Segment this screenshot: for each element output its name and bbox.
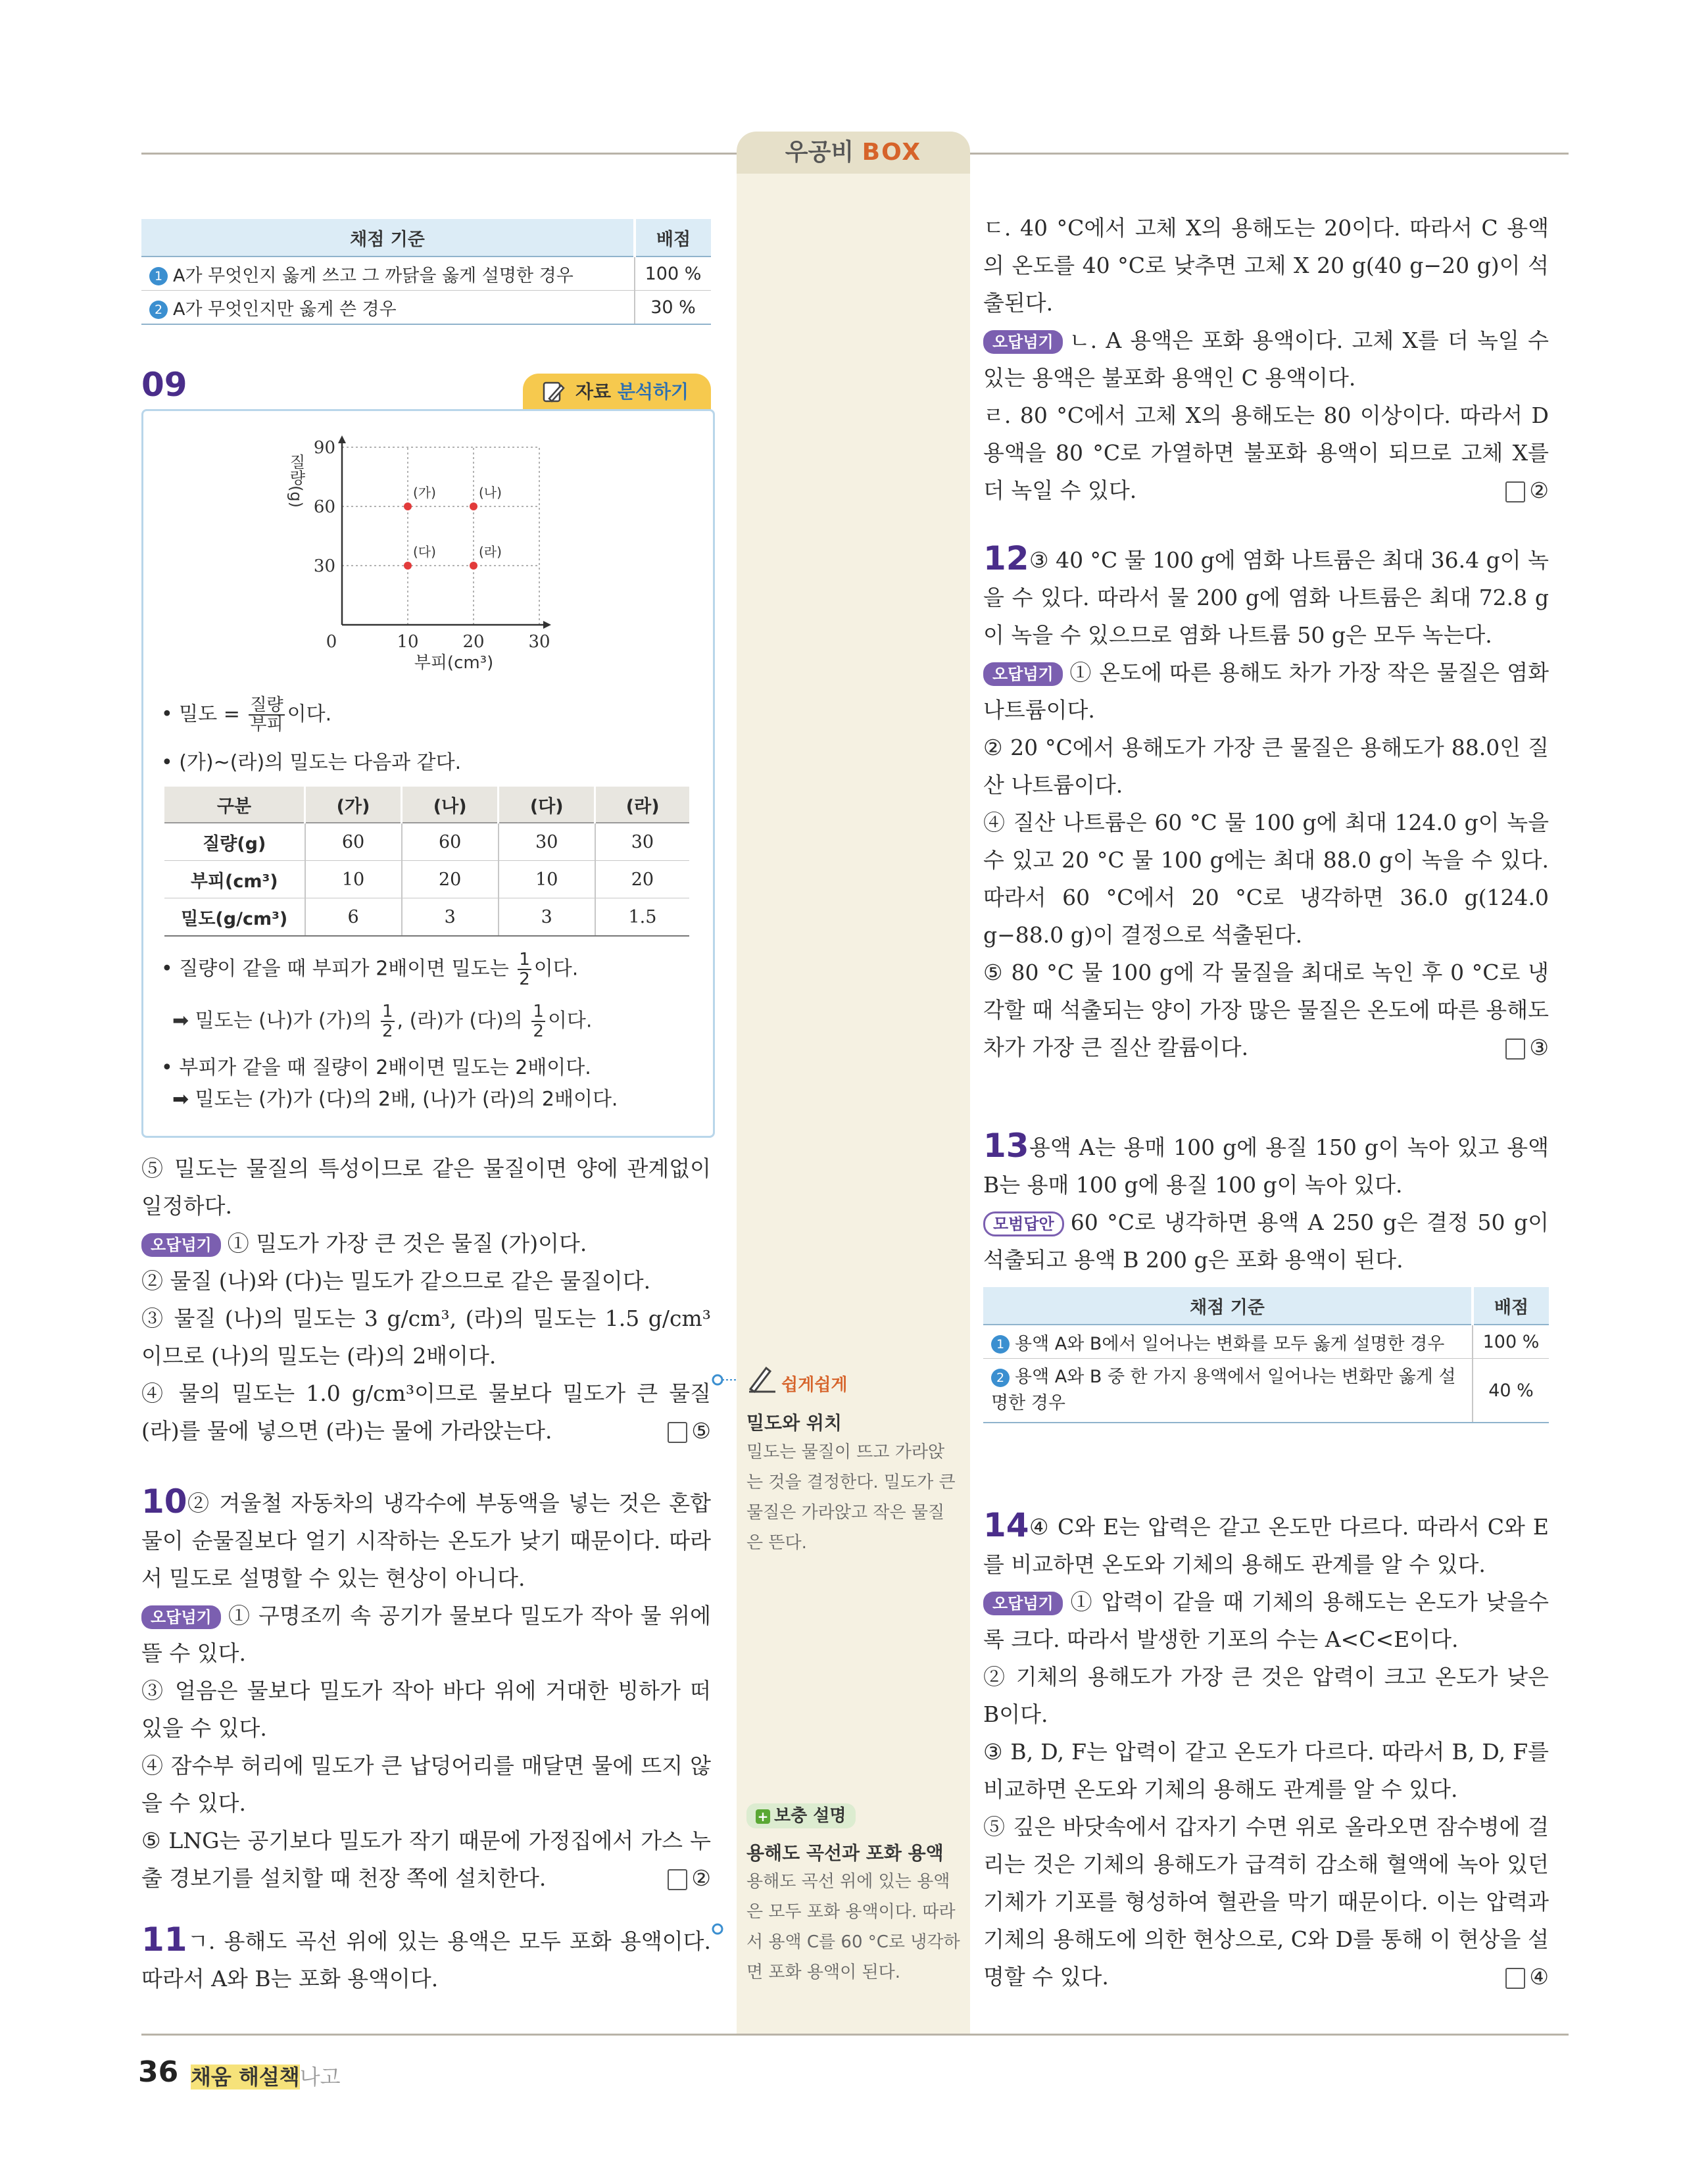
point-label: (다) <box>413 544 436 560</box>
wrong-answer-tag: 오답넘기 <box>983 1592 1063 1615</box>
side-note-text-1: 밀도는 물질이 뜨고 가라앉는 것을 결정한다. 밀도가 큰 물질은 가라앉고 작은 물질은 뜬다. <box>746 1442 956 1553</box>
score-table-1 <box>141 219 711 325</box>
density-header: 구분 <box>164 787 305 823</box>
table-row <box>983 1359 1549 1423</box>
q12-explanation-rest: 오답넘기 ① 온도에 따른 용해도 차가 가장 작은 물질은 염화 나트륨이다. ② 20 °C에서 용해도가 가장 큰 물질은 용해도가 88.0인 질산 나트륨이다. ④ 질산 나트륨은 60 °C 물 100 g에 최대 124.0 g이 녹을 수 있고 20 °C 물 100 g에는 최대 88.0 g이 녹을 수 있다. 따라서 60 °C에서 20 °C로 냉각하면 36.0 g(124.0 g−88.0 g)이 결정으로 석출된다. ⑤ 80 °C 물 100 g에 각 물질을 최대로 녹인 후 0 °C로 냉각할 때 석출되는 양이 가장 많은 물질은 온도에 따른 용해도 차가 가장 큰 질산 칼륨이다. ③ <box>983 654 1549 1066</box>
q11-explanation-right: ㄷ. 40 °C에서 고체 X의 용해도는 20이다. 따라서 C 용액의 온도를 40 °C로 낮추면 고체 X 20 g(40 g−20 g)이 석출된다. 오답넘기 ㄴ. A 용액은 포화 용액이다. 고체 X를 더 녹일 수 있는 용액은 불포화 용액인 C 용액이다. ㄹ. 80 °C에서 고체 X의 용해도는 80 이상이다. 따라서 D 용액을 80 °C로 가열하면 불포화 용액이 되므로 고체 X를 더 녹일 수 있다. ② <box>983 209 1549 509</box>
criterion-text: A가 무엇인지 옳게 쓰고 그 까닭을 옳게 설명한 경우 <box>173 265 573 286</box>
wrong-answer-tag: 오답넘기 <box>141 1605 221 1629</box>
answer-mark: ② <box>1505 472 1549 509</box>
data-point <box>470 562 477 570</box>
y-tick-label: 60 <box>313 497 335 517</box>
wrong-answer-tag: 오답넘기 <box>141 1233 221 1257</box>
density-header: (다) <box>499 787 595 823</box>
y-axis-arrow <box>338 435 346 443</box>
question-number-10: 10 <box>141 1482 187 1521</box>
points-cell: 100 % <box>1473 1325 1549 1359</box>
number-badge: 2 <box>149 301 168 319</box>
criterion-text: 용액 A와 B에서 일어나는 변화를 모두 옳게 설명한 경우 <box>1015 1333 1445 1354</box>
question-number-09: 09 <box>141 366 187 404</box>
y-tick-label: 90 <box>313 438 335 458</box>
volume-same-line: • 부피가 같을 때 질량이 2배이면 밀도는 2배이다. <box>161 1056 591 1079</box>
number-badge: 1 <box>991 1335 1010 1354</box>
q14-explanation-rest: 오답넘기 ① 압력이 같을 때 기체의 용해도는 온도가 낮을수록 크다. 따라서 발생한 기포의 수는 A<C<E이다. ② 기체의 용해도가 가장 큰 것은 압력이 크고 온도가 낮은 B이다. ③ B, D, F는 압력이 같고 온도가 다르다. 따라서 B, D, F를 비교하면 온도와 기체의 용해도 관계를 알 수 있다. ⑤ 깊은 바닷속에서 갑자기 수면 위로 올라오면 잠수병에 걸리는 것은 기체의 용해도가 급격히 감소해 혈액에 녹아 있던 기체가 기포를 형성하여 혈관을 막기 때문이다. 이는 압력과 기체의 용해도에 의한 현상으로, C와 D를 통해 이 현상을 설명할 수 있다. ④ <box>983 1583 1549 1995</box>
density-header: (가) <box>305 787 402 823</box>
score-table-2 <box>983 1287 1549 1423</box>
wrong-answer-tag: 오답넘기 <box>983 330 1063 354</box>
mass-same-line: • 질량이 같을 때 부피가 2배이면 밀도는 $\frac{1}{2}$ 이다. <box>161 950 579 989</box>
box-title: 우공비 BOX <box>737 132 970 174</box>
side-note-title-1: 밀도와 위치 <box>746 1412 842 1434</box>
pencil-icon <box>746 1363 777 1393</box>
plus-icon: + <box>756 1809 770 1824</box>
q09-explanation: ⑤ 밀도는 물질의 특성이므로 같은 물질이면 양에 관계없이 일정하다. 오답넘기 ① 밀도가 가장 큰 것은 물질 (가)이다. ② 물질 (나)와 (다)는 밀도가 같으므로 같은 물질이다. ③ 물질 (나)의 밀도는 3 g/cm³, (라)의 밀도는 1.5 g/cm³이므로 (나)의 밀도는 (라)의 2배이다. ④ 물의 밀도는 1.0 g/cm³이므로 물보다 밀도가 큰 물질 (라)를 물에 넣으면 (라)는 물에 가라앉는다. ⑤ <box>141 1150 711 1450</box>
x-axis-arrow <box>543 621 551 629</box>
q11-explanation-left: ㄱ. 용해도 곡선 위에 있는 용액은 모두 포화 용액이다. 따라서 A와 B는 포화 용액이다. <box>141 1928 711 1992</box>
page-number: 36 <box>138 2055 179 2089</box>
answer-mark: ④ <box>1505 1958 1549 1995</box>
q10-explanation-rest: 오답넘기 ① 구명조끼 속 공기가 물보다 밀도가 작아 물 위에 뜰 수 있다. ③ 얼음은 물보다 밀도가 작아 바다 위에 거대한 빙하가 떠 있을 수 있다. ④ 잠수부 허리에 밀도가 큰 납덩어리를 매달면 물에 뜨지 않을 수 있다. ⑤ LNG는 공기보다 밀도가 작기 때문에 가정집에서 가스 누출 경보기를 설치할 때 천장 쪽에 설치한다. ② <box>141 1597 711 1897</box>
mass-volume-chart <box>276 428 579 671</box>
answer-mark: ⑤ <box>668 1412 711 1450</box>
point-label: (라) <box>479 544 502 560</box>
x-tick-label: 20 <box>462 632 485 652</box>
mass-same-arrow: ➡ 밀도는 (나)가 (가)의 $\frac{1}{2}$ , (라)가 (다)의 $\frac{1}{2}$ 이다. <box>172 1002 593 1041</box>
point-label: (가) <box>413 485 436 501</box>
density-intro: • (가)~(라)의 밀도는 다음과 같다. <box>161 751 462 774</box>
score-header-criterion: 채점 기준 <box>141 219 635 257</box>
analysis-tag: 자료 분석하기 <box>523 374 711 410</box>
y-axis-label: 질량(g) <box>287 454 305 508</box>
density-header: (라) <box>595 787 689 823</box>
table-row: 질량(g) 60 60 30 30 <box>164 823 689 861</box>
score-header-points: 배점 <box>635 219 711 257</box>
x-tick-label: 30 <box>528 632 550 652</box>
q13-explanation: 용액 A는 용매 100 g에 용질 150 g이 녹아 있고 용액 B는 용매 100 g에 용질 100 g이 녹아 있다. <box>983 1135 1549 1198</box>
connector-dot <box>710 1373 737 1387</box>
box-column <box>737 153 970 2034</box>
score-header-points: 배점 <box>1473 1287 1549 1325</box>
answer-icon <box>668 1422 687 1443</box>
criterion-text: A가 무엇인지만 옳게 쓴 경우 <box>173 299 397 320</box>
answer-icon <box>1505 1039 1525 1060</box>
table-row <box>983 1325 1549 1359</box>
pencil-icon <box>540 379 566 405</box>
q13-model-answer: 모범답안 60 °C로 냉각하면 용액 A 250 g은 결정 50 g이 석출되고 용액 B 200 g은 포화 용액이 된다. <box>983 1210 1549 1273</box>
point-label: (나) <box>479 485 502 501</box>
x-axis-label: 부피(cm³) <box>414 653 494 671</box>
answer-icon <box>1505 1968 1525 1989</box>
supplement-tag: + 보충 설명 <box>746 1803 856 1828</box>
model-answer-tag: 모범답안 <box>983 1211 1064 1236</box>
table-row <box>141 291 711 325</box>
table-row: 부피(cm³) 10 20 10 20 <box>164 861 689 898</box>
answer-mark: ② <box>668 1859 711 1897</box>
points-cell: 100 % <box>635 257 711 291</box>
q10-explanation: ② 겨울철 자동차의 냉각수에 부동액을 넣는 것은 혼합물이 순물질보다 얼기 시작하는 온도가 낮기 때문이다. 따라서 밀도로 설명할 수 있는 현상이 아니다. <box>141 1490 711 1591</box>
data-point <box>470 502 477 510</box>
book-title: 채움 해설책나고 <box>191 2065 341 2089</box>
side-note-text-2: 용해도 곡선 위에 있는 용액은 모두 포화 용액이다. 따라서 용액 C를 60 °C로 냉각하면 포화 용액이 된다. <box>746 1872 960 1982</box>
volume-same-arrow: ➡ 밀도는 (가)가 (다)의 2배, (나)가 (라)의 2배이다. <box>172 1088 618 1111</box>
points-cell: 30 % <box>635 291 711 325</box>
footer-rule <box>141 2034 1569 2036</box>
data-point <box>404 502 412 510</box>
answer-icon <box>1505 481 1525 502</box>
q14-explanation: ④ C와 E는 압력은 같고 온도만 다르다. 따라서 C와 E를 비교하면 온도와 기체의 용해도 관계를 알 수 있다. <box>983 1514 1549 1577</box>
number-badge: 2 <box>991 1369 1010 1387</box>
question-number-13: 13 <box>983 1127 1029 1165</box>
side-note-title-2: 용해도 곡선과 포화 용액 <box>746 1842 944 1864</box>
easy-tag: 쉽게쉽게 <box>781 1375 848 1395</box>
score-header-criterion: 채점 기준 <box>983 1287 1473 1325</box>
header-rule-left <box>141 153 737 155</box>
question-number-14: 14 <box>983 1506 1029 1544</box>
density-table <box>164 787 689 937</box>
density-header: (나) <box>402 787 499 823</box>
q12-explanation: ③ 40 °C 물 100 g에 염화 나트륨은 최대 36.4 g이 녹을 수 있다. 따라서 물 200 g에 염화 나트륨은 최대 72.8 g이 녹을 수 있으므로 염화 나트륨 50 g은 모두 녹는다. <box>983 547 1549 648</box>
y-tick-label: 30 <box>313 556 335 576</box>
criterion-text: 용액 A와 B 중 한 가지 용액에서 일어나는 변화만 옳게 설명한 경우 <box>991 1367 1456 1413</box>
data-point <box>404 562 412 570</box>
points-cell: 40 % <box>1473 1359 1549 1423</box>
answer-icon <box>668 1869 687 1890</box>
number-badge: 1 <box>149 267 168 285</box>
density-formula: • 밀도 = $\frac{\text{질량}}{\text{부피}}$ 이다. <box>161 695 332 735</box>
x-tick-label: 0 <box>326 632 337 652</box>
answer-mark: ③ <box>1505 1029 1549 1066</box>
table-row: 밀도(g/cm³) 6 3 3 1.5 <box>164 898 689 937</box>
header-rule-right <box>970 153 1569 155</box>
wrong-answer-tag: 오답넘기 <box>983 662 1063 686</box>
question-number-11: 11 <box>141 1920 187 1959</box>
x-tick-label: 10 <box>397 632 419 652</box>
table-row <box>141 257 711 291</box>
question-number-12: 12 <box>983 539 1029 577</box>
connector-dot <box>710 1922 737 1936</box>
